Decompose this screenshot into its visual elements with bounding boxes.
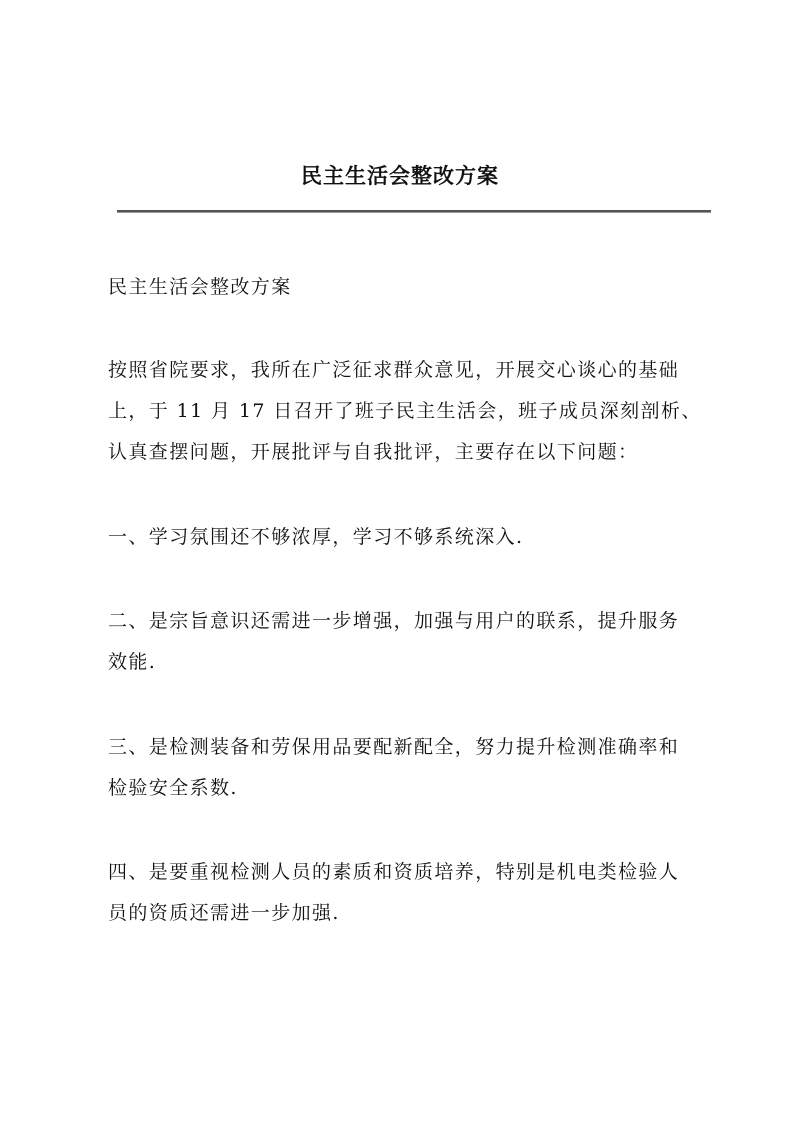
issue-paragraph-3 (108, 727, 712, 809)
paragraph-line: 二、是宗旨意识还需进一步增强，加强与用户的联系，提升服务 (108, 610, 680, 632)
issue-paragraph-4 (108, 852, 712, 934)
paragraph-line: 检验安全系数. (108, 777, 238, 799)
paragraph-line: 四、是要重视检测人员的素质和资质培养，特别是机电类检验人 (108, 861, 680, 883)
paragraph-line: 三、是检测装备和劳保用品要配新配全，努力提升检测准确率和 (108, 736, 680, 758)
title-divider (117, 210, 711, 213)
paragraph-line: 一、学习氛围还不够浓厚，学习不够系统深入. (108, 526, 524, 548)
paragraph-line: 效能. (108, 651, 157, 673)
issue-paragraph-1 (108, 517, 712, 558)
subtitle-paragraph (108, 267, 712, 308)
issue-paragraph-2 (108, 601, 712, 683)
paragraph-line: 按照省院要求，我所在广泛征求群众意见，开展交心谈心的基础 (108, 359, 680, 381)
paragraph-line: 认真查摆问题，开展批评与自我批评，主要存在以下问题： (108, 441, 639, 463)
paragraph-line: 民主生活会整改方案 (108, 276, 292, 298)
paragraph-line: 上，于 11 月 17 日召开了班子民主生活会，班子成员深刻剖析、 (108, 400, 702, 422)
page-title: 民主生活会整改方案 (301, 163, 499, 188)
paragraph-line: 员的资质还需进一步加强. (108, 902, 340, 924)
intro-paragraph (108, 350, 712, 473)
